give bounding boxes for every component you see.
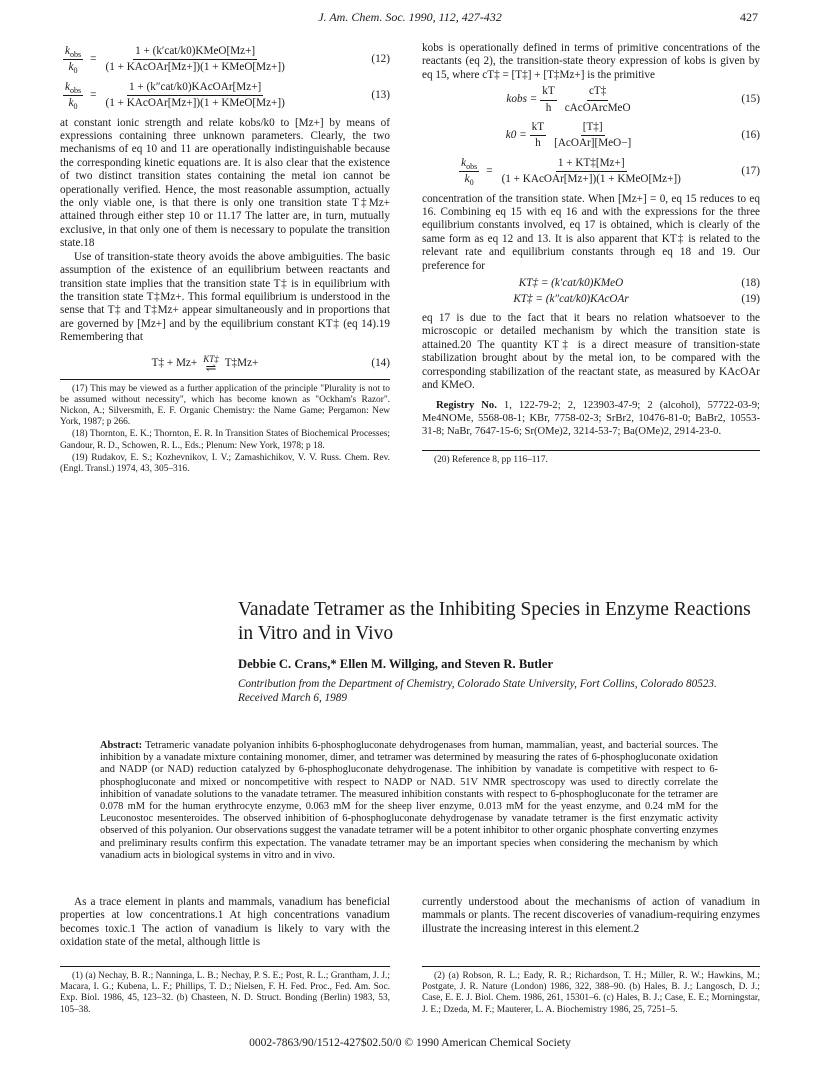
eq13-rhs: $\frac{\text{1 + (k″cat/k0)KAcOAr[Mz+]}}{\text{(1 + KAcOAr[Mz+])(1 + KMeO[Mz+])}}$ <box>105 80 285 110</box>
registry-numbers <box>422 400 760 438</box>
article-title: Vanadate Tetramer as the Inhibiting Species in Enzyme Reactions in Vitro and in Vivo <box>238 599 751 644</box>
equation-19: KT‡ = (k″cat/k0)KAcOAr (19) <box>513 292 760 305</box>
eq15-label: (15) <box>741 93 760 106</box>
eq14-right: T‡Mz+ <box>224 356 259 369</box>
eq12-label: (12) <box>371 53 390 66</box>
eq13-label: (13) <box>371 89 390 102</box>
article-body-right <box>422 896 760 936</box>
footnote-1: (1) (a) Nechay, B. R.; Nanninga, L. B.; Nechay, P. S. E.; Post, R. L.; Grantham, J. J.; Macara, I. G.; Kubena, L. F.; Phillips, T. D.; Nielsen, F. H. Fed. Proc., Fed. Am. Soc. Exp. Biol. 1986, 45, 123–32. (b) Chasteen, N. D. Struct. Bonding (Berlin) 1983, 53, 105–38. <box>60 971 390 1015</box>
right-paragraph-1: kobs is operationally defined in terms of primitive concentrations of the reactants (eq 2), the transition-state theory expression of kobs is given by eq 15, where cT‡ = [T‡] + [T‡Mz+] is the primitive <box>422 42 760 81</box>
eq14-label: (14) <box>371 356 390 369</box>
eq14-left: T‡ + Mz+ <box>151 356 198 369</box>
right-paragraph-3: eq 17 is due to the fact that it bears no relation whatsoever to the microscopic or detailed mechanism by which the transition state is attained.20 The quantity KT‡ is a direct measure of transition-state stabilization brought about by the metal ion, to be compared with the corresponding stabilization of the reactant state, as measured by KAcOAr and KMeO. <box>422 311 760 391</box>
left-paragraph-1: at constant ionic strength and relate kobs/k0 to [Mz+] by means of expressions containing three unknown parameters. Clearly, the two mechanisms of eq 10 and 11 are operationally indistinguishable because the corresponding kinetic equations are. It is also clear that the existence of two distinct transition states containing the metal ion cannot be operationally verified. Hence, the most reasonable assumption, actually the only viable one, is that there is only one transition state T‡Mz+ attained through either step 10 or 11.17 The latter are, in turn, mutually exclusive, in that only one of them is necessary to populate the transition state.18 <box>60 116 390 250</box>
article-authors: Debbie C. Crans,* Ellen M. Willging, and Steven R. Butler <box>238 657 554 671</box>
eq14-arrow: KT‡ ⇌ <box>203 353 219 375</box>
page-footer: 0002-7863/90/1512-427$02.50/0 © 1990 American Chemical Society <box>249 1037 571 1049</box>
right-column <box>422 42 760 467</box>
right-paragraph-2: concentration of the transition state. When [Mz+] = 0, eq 15 reduces to eq 16. Combining eq 15 with eq 16 and with the expressions for the three equilibrium constants involved, eq 17 is obtained, which is clearly of the same form as eq 12 and 13. It is also apparent that KT‡ is related to the relevant rate and equilibrium constants through eq 18 and 19. Our preference for <box>422 192 760 272</box>
eq13-lhs: $\frac{k_{obs}}{k_0}$ <box>65 80 82 112</box>
eq17-label: (17) <box>741 165 760 178</box>
footnote-17: (17) This may be viewed as a further application of the principle "Plurality is not to be assumed without necessity", which has become known as "Ockham's Razor". Nickon, A.; Silversmith, E. F. Organic Chemistry: the Name Game; Pergamon: New York, 1987; p 266. <box>60 383 390 428</box>
footnote-2: (2) (a) Robson, R. L.; Eady, R. R.; Richardson, T. H.; Miller, R. W.; Hawkins, M.; Postgate, J. R. Nature (London) 1986, 322, 388–90. (b) Hales, B. J.; Langosch, D. J.; Case, E. E. J. Biol. Chem. 1986, 261, 15301–6. (c) Hales, B. J.; Case, E. E.; Morningstar, J. E.; Dzeda, M. F.; Mauterer, L. A. Biochemistry 1986, 25, 7251–5. <box>422 971 760 1015</box>
journal-citation: J. Am. Chem. Soc. 1990, 112, 427-432 <box>318 10 502 24</box>
running-header <box>0 10 820 28</box>
equation-13: $\frac{k_{obs}}{k_0}$ = $\frac{\text{1 + (k″cat/k0)KAcOAr[Mz+]}}{\text{(1 + KAcOAr[Mz+])(1 + KMeO[Mz+])}}$ (13) <box>65 80 390 112</box>
article-footnotes-right <box>422 960 760 1017</box>
eq16-label: (16) <box>741 129 760 142</box>
footnote-20: (20) Reference 8, pp 116–117. <box>434 455 548 466</box>
article-body-left <box>60 896 390 950</box>
registry-label: Registry No. <box>436 400 497 412</box>
left-column <box>60 42 390 476</box>
intro-paragraph-right: currently understood about the mechanisms of action of vanadium in mammals or plants. The recent discoveries of vanadium-requiring enzymes illustrate the increasing interest in this element.2 <box>422 896 760 935</box>
abstract <box>100 740 718 862</box>
article-footnotes-left <box>60 960 390 1017</box>
equation-16: k0 = $\frac{kT}{h}$ $\frac{[T\ddagger]}{\text{[AcOAr][MeO−]}}$ (16) <box>505 121 760 150</box>
page-number: 427 <box>740 10 758 24</box>
footnote-19: (19) Rudakov, E. S.; Kozhevnikov, I. V.; Zamashichikov, V. V. Russ. Chem. Rev. (Engl. Transl.) 1974, 43, 305–316. <box>60 452 390 474</box>
eq18-label: (18) <box>741 277 760 290</box>
abstract-text: Tetrameric vanadate polyanion inhibits 6-phosphogluconate dehydrogenases from human, mammalian, yeast, and bacterial sources. The inhibition by a vanadate mixture containing monomer, dimer, and tetramer was determined by measuring the rates of 6-phosphogluconate oxidation and NADP (or NAD) reduction catalyzed by 6-phosphogluconate dehydrogenase. The inhibition by vanadate is competitive with respect to 6-phosphogluconate and mixed or noncompetitive with respect to NADP or NAD. 51V NMR spectroscopy was used to directly correlate the inhibition of vanadate solutions to the vanadate tetramer. The measured inhibition constants with respect to 6-phosphogluconate for the tetramer are 0.078 mM for the human erythrocyte enzyme, 0.063 mM for the sheep liver enzyme, 0.013 mM for the yeast enzyme, and 0.24 mM for the Leuconostoc mesenteroides. The observed inhibition of 6-phosphogluconate dehydrogenase by vanadate tetramer is the first enzymatic activity observed of this polyanion. Our observations suggest the vanadate tetramer will be a potent inhibitor to other organic phosphate converting enzymes and preliminary results confirm this expectation. The vanadate tetramer may be an important species when considering the mechanism by which vanadium acts in biological systems in vitro and in vivo. <box>100 740 718 861</box>
abstract-label: Abstract: <box>100 740 143 751</box>
left-paragraph-2: Use of transition-state theory avoids the above ambiguities. The basic assumption of the existence of an equilibrium between reactants and transition state implies that the transition state T‡ is in equilibrium with the transition state T‡Mz+. This formal equilibrium is understood in the sense that T‡ and T‡Mz+ appear simultaneously and in proportions that are governed by [Mz+] and by the equilibrium constant KT‡ (eq 14).19 Remembering that <box>60 250 390 344</box>
eq14-arrow-label: KT‡ <box>203 353 219 364</box>
right-footnotes <box>422 455 760 466</box>
equation-12: $\frac{k_{obs}}{k_0}$ = $\frac{\text{1 + (k′cat/k0)KMeO[Mz+]}}{\text{(1 + KAcOAr[Mz+])(1 + KMeO[Mz+])}}$ (12) <box>65 45 390 76</box>
intro-paragraph-left: As a trace element in plants and mammals, vanadium has beneficial properties at low concentrations.1 At high concentrations vanadium becomes toxic.1 The action of vanadium is likely to vary with the oxidation state of the metal, although little is <box>60 896 390 949</box>
eq16-lhs: k0 = <box>505 129 527 142</box>
footnote-18: (18) Thornton, E. K.; Thornton, E. R. In Transition States of Biochemical Processes; Gandour, R. D., Schowen, R. L., Eds.; Plenum: New York, 1978; p 18. <box>60 429 390 451</box>
eq12-lhs: $\frac{k_{obs}}{k_0}$ <box>65 45 82 76</box>
equation-15: kobs = $\frac{kT}{h}$ $\frac{cT\ddagger}{\text{cAcOArcMeO}}$ (15) <box>506 85 760 114</box>
equation-17: $\frac{k_{obs}}{k_0}$ = $\frac{1 + KT\ddagger[Mz+]}{\text{(1 + KAcOAr[Mz+])(1 + KMeO[Mz+])}}$ (17) <box>461 156 760 188</box>
article-footnote-rule-left <box>60 966 390 967</box>
equation-18: KT‡ = (k′cat/k0)KMeO (18) <box>518 277 760 290</box>
article-contribution: Contribution from the Department of Chemistry, Colorado State University, Fort Collins, Colorado 80523. Received March 6, 1989 <box>238 678 717 704</box>
equation-14 <box>60 355 390 373</box>
eq19-label: (19) <box>741 292 760 305</box>
left-footnotes <box>60 384 390 476</box>
footnote-rule <box>60 379 390 380</box>
footnote-rule-right <box>422 450 760 451</box>
article-footnote-rule-right <box>422 966 760 967</box>
eq15-lhs: kobs = <box>506 93 538 106</box>
eq12-rhs: $\frac{\text{1 + (k′cat/k0)KMeO[Mz+]}}{\text{(1 + KAcOAr[Mz+])(1 + KMeO[Mz+])}}$ <box>105 45 285 74</box>
registry-text: 1, 122-79-2; 2, 123903-47-9; 2 (alcohol), 57722-03-9; Me4NOMe, 5568-08-1; KBr, 7758-02-3; SrBr2, 10476-81-0; BaBr2, 10553-31-8; NaBr, 7647-15-6; Sr(OMe)2, 3214-53-7; Ba(OMe)2, 2914-23-0. <box>422 400 760 437</box>
